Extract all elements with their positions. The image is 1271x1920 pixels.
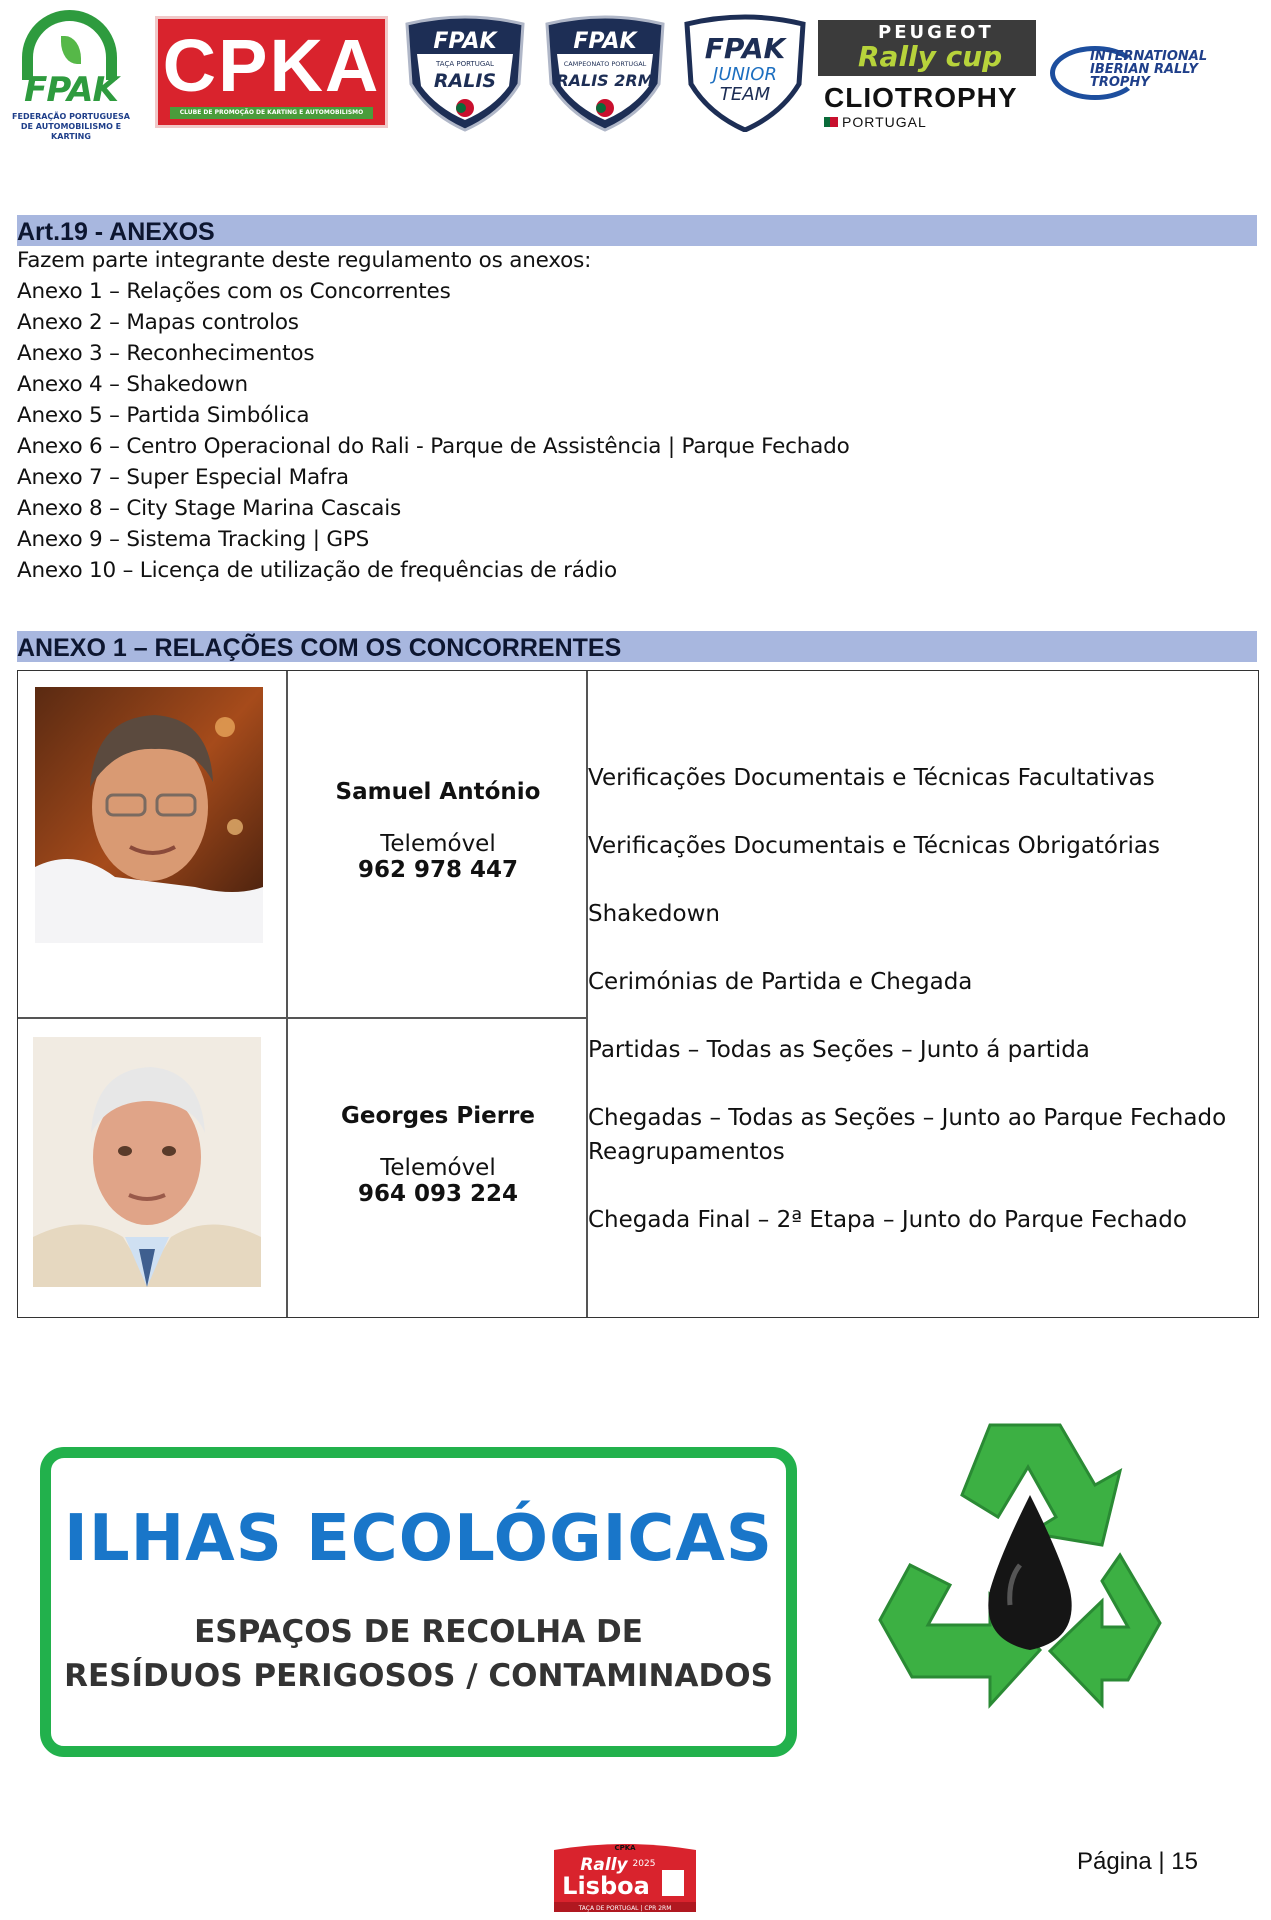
rally-city: Lisboa [562,1872,650,1900]
contact-georges [288,1103,588,1207]
shield3-top: FPAK [704,32,786,65]
table-divider [286,671,288,1317]
header-logos [0,8,1271,141]
shield3-line1: JUNIOR [713,64,777,85]
clio-trophy-text: CLIOTROPHY [824,82,1018,113]
list-item: Anexo 10 – Licença de utilização de frequências de rádio [17,558,617,583]
rally-word: Rally [580,1855,628,1875]
rally-sub: TAÇA DE PORTUGAL | CPR 2RM [578,1905,672,1912]
recycle-oil-drop-icon [870,1405,1190,1735]
shield2-main: RALIS 2RM [556,71,654,90]
anexo1-heading: ANEXO 1 – RELAÇÕES COM OS CONCORRENTES [17,634,622,662]
fpak-ralis-2rm-shield-logo [541,14,669,132]
iberian-line1: INTERNATIONAL [1090,49,1208,64]
list-item: Anexo 8 – City Stage Marina Cascais [17,496,401,521]
contact-name: Georges Pierre [340,1103,535,1129]
iberian-text [1090,50,1207,89]
list-item: Anexo 7 – Super Especial Mafra [17,465,349,490]
duty-item: Reagrupamentos [588,1139,785,1165]
duty-item: Verificações Documentais e Técnicas Obrigatórias [588,833,1160,859]
page-number: Página | 15 [1077,1848,1198,1875]
peugeot-band [818,20,1036,76]
anexo1-heading-bar [17,631,1257,662]
anexos-intro: Fazem parte integrante deste regulamento os anexos: [17,248,592,273]
contact-phone: 962 978 447 [357,857,519,883]
fpak-ralis-shield-logo [401,14,529,132]
rally-year: 2025 [632,1859,656,1869]
peugeot-rally-cup-logo [818,20,1036,128]
list-item: Anexo 6 – Centro Operacional do Rali - Parque de Assistência | Parque Fechado [17,434,850,459]
duty-item: Verificações Documentais e Técnicas Facultativas [588,765,1155,791]
shield2-top: FPAK [573,29,637,54]
ilhas-title: ILHAS ECOLÓGICAS [64,1502,773,1576]
ilhas-line2: RESÍDUOS PERIGOSOS / CONTAMINADOS [64,1658,773,1694]
contacts-table [17,670,1259,1318]
rally-top: CPKA [614,1844,636,1852]
cpka-logo [155,16,388,128]
list-item: Anexo 9 – Sistema Tracking | GPS [17,527,370,552]
fpak-logo-text: FPAK [24,70,118,110]
contact-photo-georges [33,1037,261,1287]
ilhas-line1: ESPAÇOS DE RECOLHA DE [194,1614,643,1650]
clio-country: PORTUGAL [842,114,927,130]
contact-samuel [288,779,588,883]
fpak-logo-subtitle: FEDERAÇÃO PORTUGUESA DE AUTOMOBILISMO E KARTING [12,112,130,141]
ilhas-subtitle [51,1610,786,1698]
shield1-main: RALIS [433,70,497,92]
iberian-line3: TROPHY [1090,75,1150,90]
cpka-logo-text: CPKA [162,24,381,107]
iberian-rally-trophy-logo [1050,38,1230,100]
peugeot-brand: PEUGEOT [878,22,994,43]
table-divider [18,1017,586,1019]
contact-phone-label: Telemóvel [380,1155,496,1181]
contact-phone: 964 093 224 [357,1181,519,1207]
peugeot-cup: Rally cup [858,40,1003,73]
duty-item: Cerimónias de Partida e Chegada [588,969,973,995]
shield1-small: TAÇA PORTUGAL [436,60,494,68]
art19-heading: Art.19 - ANEXOS [17,218,215,246]
duty-item: Partidas – Todas as Seções – Junto á partida [588,1037,1090,1063]
list-item: Anexo 5 – Partida Simbólica [17,403,310,428]
list-item: Anexo 4 – Shakedown [17,372,248,397]
duty-item: Shakedown [588,901,720,927]
contact-name: Samuel António [335,779,541,805]
rally-lisboa-logo [550,1840,700,1914]
shield2-small: CAMPEONATO PORTUGAL [563,60,647,68]
duty-item: Chegada Final – 2ª Etapa – Junto do Parque Fechado [588,1207,1187,1233]
contact-phone-label: Telemóvel [380,831,496,857]
fpak-junior-team-shield-logo [681,14,809,132]
contact-photo-samuel [35,687,263,943]
shield1-top: FPAK [433,29,497,54]
iberian-line2: IBERIAN RALLY [1090,62,1198,77]
fpak-logo [12,10,130,141]
shield3-line2: TEAM [719,84,771,105]
portugal-flag-icon [824,117,838,127]
list-item: Anexo 2 – Mapas controlos [17,310,299,335]
cpka-logo-subtitle: CLUBE DE PROMOÇÃO DE KARTING E AUTOMOBILISMO [170,107,373,119]
duty-item: Chegadas – Todas as Seções – Junto ao Parque Fechado [588,1105,1227,1131]
list-item: Anexo 3 – Reconhecimentos [17,341,315,366]
anexos-list [17,245,850,586]
art19-heading-bar [17,215,1257,246]
list-item: Anexo 1 – Relações com os Concorrentes [17,279,451,304]
ilhas-ecologicas-banner [40,1447,797,1757]
